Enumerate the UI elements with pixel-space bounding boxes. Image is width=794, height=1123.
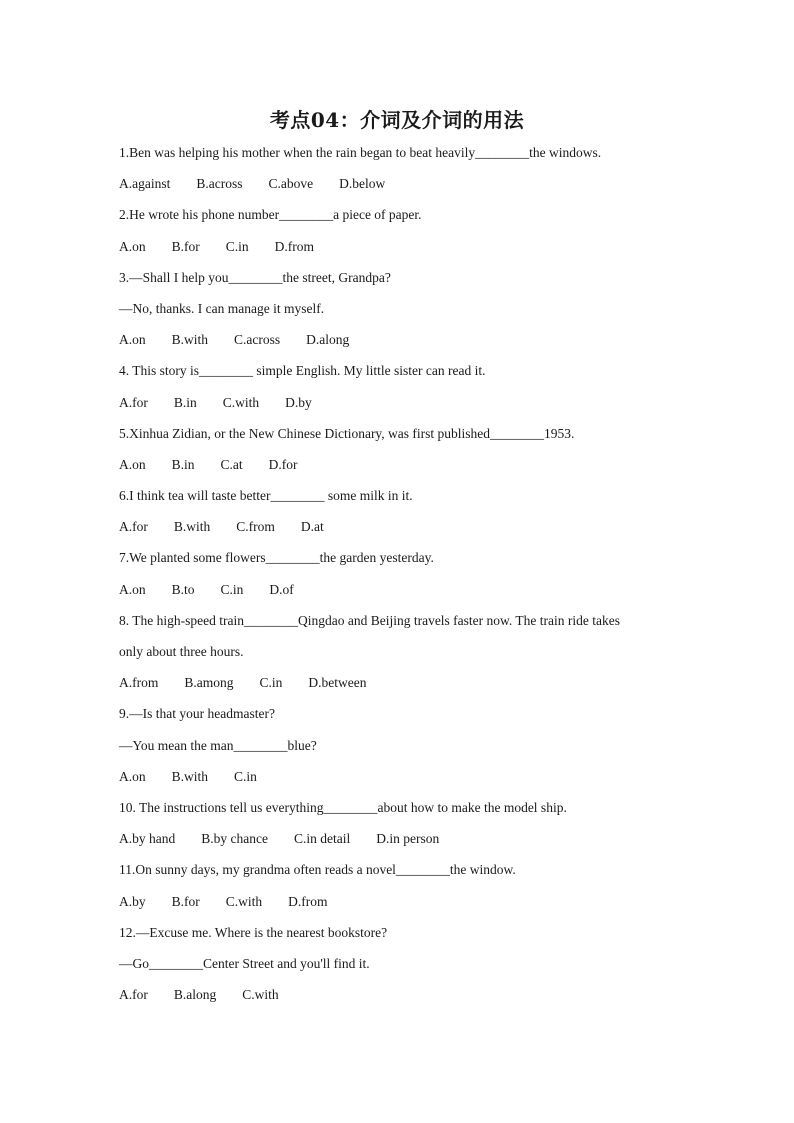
answer-option: B.with [171,768,209,784]
answer-option: B.for [171,893,200,909]
answer-option: A.against [119,176,171,192]
answer-option: D.for [268,456,298,472]
answer-option: D.below [339,176,386,192]
answer-option: A.for [119,519,148,535]
exercise-list [119,143,679,1016]
answer-option: A.from [119,675,159,691]
answer-option: C.at [220,456,243,472]
question-text: —Go________Center Street and you'll find it. [119,955,370,971]
question-text: 6.I think tea will taste better________ some milk in it. [119,488,413,504]
answer-option: C.in [259,675,283,691]
question-text: only about three hours. [119,644,244,659]
question-text: 9.—Is that your headmaster? [119,706,275,722]
answer-option: C.in [220,581,244,597]
answer-option: D.in person [376,831,440,847]
answer-option: A.on [119,332,146,348]
answer-option: B.by chance [201,831,268,847]
answer-options [119,455,679,486]
answer-option: C.from [236,519,275,535]
answer-option: B.across [196,176,243,192]
answer-option: D.of [269,581,294,597]
question-text: 8. The high-speed train________Qingdao and Beijing travels faster now. The train ride takes [119,612,620,628]
answer-options [119,892,679,923]
answer-option: C.with [222,394,260,410]
answer-option: D.from [288,893,328,909]
question-text: 10. The instructions tell us everything________about how to make the model ship. [119,799,567,815]
answer-options [119,517,679,548]
answer-option: B.in [171,456,195,472]
question-text: —You mean the man________blue? [119,737,317,753]
answer-option: C.in [234,768,257,784]
question-text: —No, thanks. I can manage it myself. [119,300,325,316]
answer-option: D.by [285,394,312,410]
answer-option: B.in [173,394,197,410]
answer-options [119,393,679,424]
answer-option: B.with [171,332,209,348]
answer-options [119,237,679,268]
answer-option: D.along [306,332,350,348]
answer-option: C.with [242,987,279,1003]
answer-option: D.from [274,238,315,254]
answer-options [119,174,679,205]
answer-options [119,330,679,361]
question-text: 7.We planted some flowers________the garden yesterday. [119,550,434,566]
answer-option: C.with [225,893,263,909]
answer-option: D.between [308,675,367,691]
question-text: 1.Ben was helping his mother when the rain began to beat heavily________the windows. [119,145,602,160]
answer-option: B.for [171,238,200,254]
answer-option: B.to [171,581,195,597]
answer-option: C.in detail [293,831,351,847]
answer-option: A.by hand [119,831,176,847]
answer-option: A.for [119,987,148,1003]
answer-option: B.along [173,987,217,1003]
answer-option: A.on [119,581,146,597]
question-text: 5.Xinhua Zidian, or the New Chinese Dictionary, was first published________1953. [119,425,575,441]
question-text: 4. This story is________ simple English. My little sister can read it. [119,363,486,379]
answer-options [119,767,679,798]
question-text: 11.On sunny days, my grandma often reads a novel________the window. [119,862,516,878]
page-title: 考点04：介词及介词的用法 [269,108,525,132]
answer-option: B.among [184,675,234,691]
answer-option: C.in [225,238,249,254]
answer-option: B.with [173,519,211,535]
answer-option: C.above [268,176,314,192]
answer-options [119,580,679,611]
answer-option: A.for [119,394,148,410]
answer-option: A.by [119,893,146,909]
question-text: 12.—Excuse me. Where is the nearest bookstore? [119,924,388,940]
answer-option: D.at [300,519,324,535]
question-text: 2.He wrote his phone number________a piece of paper. [119,207,422,223]
answer-options [119,829,679,860]
answer-option: C.across [234,332,281,348]
answer-option: A.on [119,768,146,784]
answer-options [119,985,679,1016]
answer-option: A.on [119,456,146,472]
question-text: 3.—Shall I help you________the street, Grandpa? [119,269,391,285]
answer-option: A.on [119,238,146,254]
answer-options [119,673,679,704]
